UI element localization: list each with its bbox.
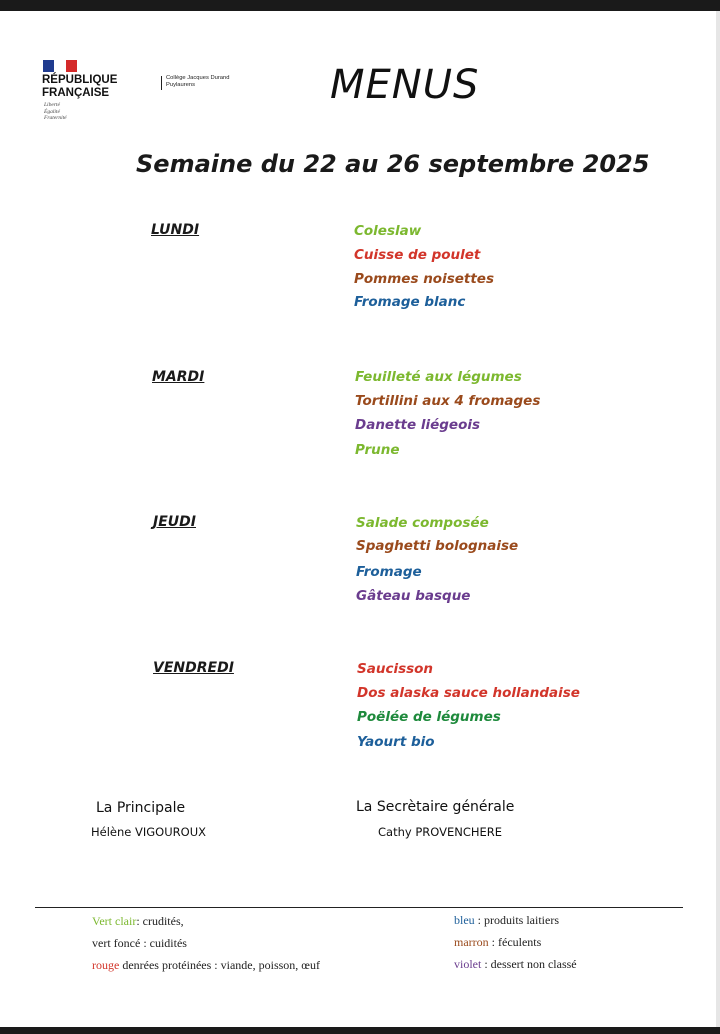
dish-item: Gâteau basque xyxy=(356,588,471,604)
principal-name: Hélène VIGOUROUX xyxy=(91,825,206,839)
dish-item: Tortillini aux 4 fromages xyxy=(355,393,541,409)
dish-item: Fromage xyxy=(356,564,422,580)
page-title: MENUS xyxy=(330,62,480,108)
french-flag-icon xyxy=(43,60,77,72)
legend-divider xyxy=(35,907,683,908)
secretary-title: La Secrètaire générale xyxy=(356,799,515,815)
dish-item: Yaourt bio xyxy=(357,734,435,750)
legend-bleu: bleu : produits laitiers xyxy=(454,913,559,927)
college-name: Collège Jacques Durand Puylaurens xyxy=(166,75,230,88)
dish-item: Dos alaska sauce hollandaise xyxy=(357,685,580,701)
dish-item: Poëlée de légumes xyxy=(357,709,501,725)
republic-logo-text xyxy=(42,74,117,99)
principal-title: La Principale xyxy=(96,800,186,816)
dish-item: Feuilleté aux légumes xyxy=(355,369,522,385)
day-tuesday: MARDI xyxy=(152,369,205,385)
bottom-border xyxy=(0,1027,720,1034)
dish-item: Fromage blanc xyxy=(354,294,466,310)
legend-marron: marron : féculents xyxy=(454,935,542,949)
legend-violet: violet : dessert non classé xyxy=(454,957,577,971)
dish-item: Pommes noisettes xyxy=(354,271,494,287)
right-edge xyxy=(716,11,720,1027)
logo-separator xyxy=(161,76,162,90)
dish-item: Saucisson xyxy=(357,661,434,677)
dish-item: Coleslaw xyxy=(354,223,422,239)
dish-item: Prune xyxy=(355,442,400,458)
republic-line1: RÉPUBLIQUE xyxy=(42,74,118,86)
secretary-name: Cathy PROVENCHERE xyxy=(378,825,503,839)
week-heading: Semaine du 22 au 26 septembre 2025 xyxy=(136,150,650,178)
dish-item: Spaghetti bolognaise xyxy=(356,538,519,554)
legend-vert-fonce: vert foncé : cuidités xyxy=(92,936,187,950)
legend-vert-clair: Vert clair: crudités, xyxy=(92,914,184,928)
legend-rouge: rouge denrées protéinées : viande, poisson, œuf xyxy=(92,958,320,972)
dish-item: Cuisse de poulet xyxy=(354,247,481,263)
day-friday: VENDREDI xyxy=(153,660,234,676)
motto: Liberté Égalité Fraternité xyxy=(44,102,67,122)
dish-item: Salade composée xyxy=(356,515,489,531)
day-monday: LUNDI xyxy=(151,222,200,238)
day-thursday: JEUDI xyxy=(153,514,196,530)
republic-line2: FRANÇAISE xyxy=(42,86,110,99)
dish-item: Danette liégeois xyxy=(355,417,481,433)
top-border xyxy=(0,0,720,11)
